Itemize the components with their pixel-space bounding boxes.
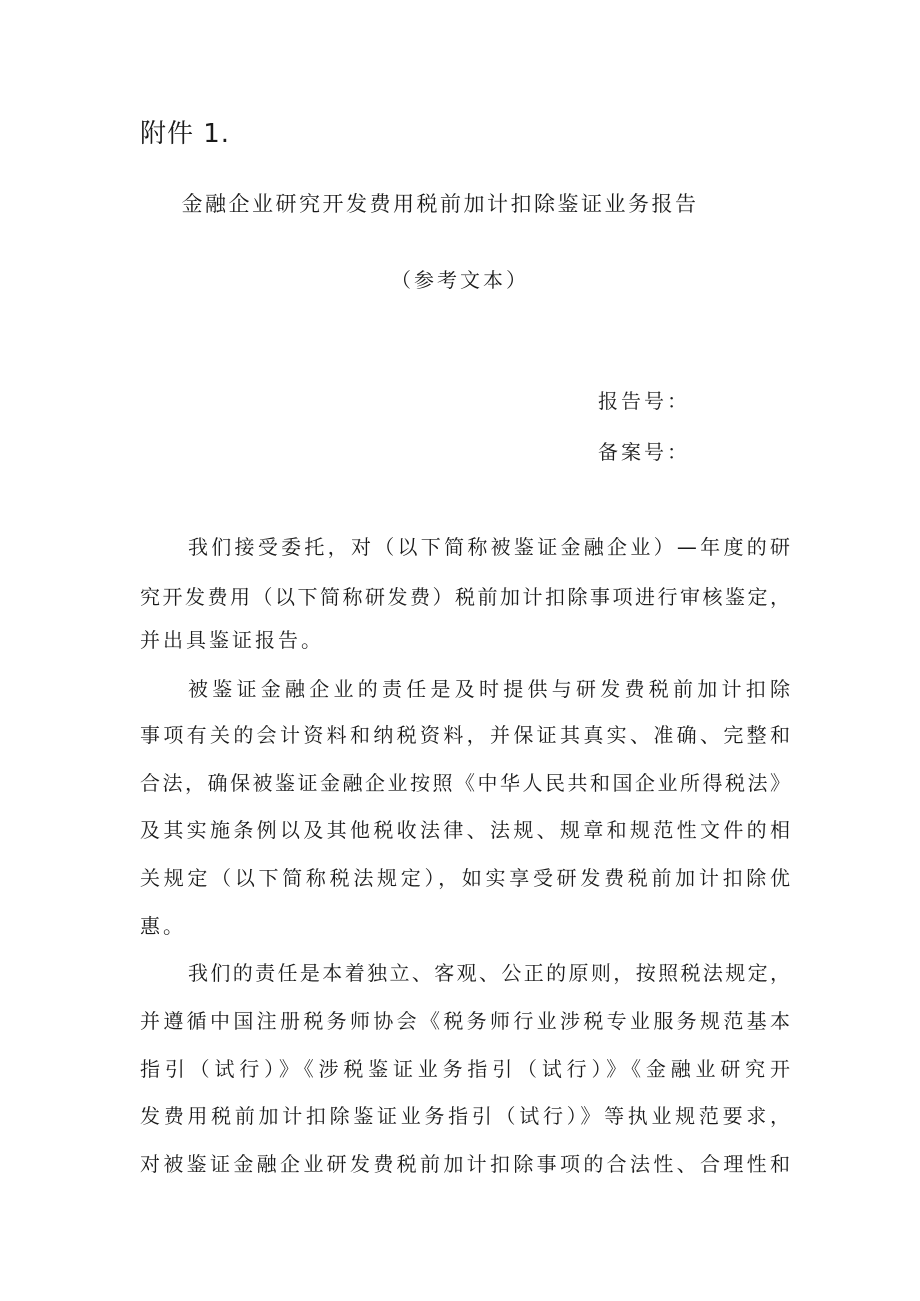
paragraph-2-line-6: 惠。 [140, 914, 186, 938]
record-number-label: 备案号： [598, 440, 690, 464]
paragraph-1-line-2: 究开发费用（以下简称研发费）税前加计扣除事项进行审核鉴定， [140, 585, 790, 609]
paragraph-3-line-2: 并遵循中国注册税务师协会《税务师行业涉税专业服务规范基本 [140, 1009, 790, 1033]
paragraph-2-line-1: 被鉴证金融企业的责任是及时提供与研发费税前加计扣除 [188, 677, 790, 701]
paragraph-2-line-5: 关规定（以下简称税法规定），如实享受研发费税前加计扣除优 [140, 866, 790, 890]
document-title: 金融企业研究开发费用税前加计扣除鉴证业务报告 [181, 192, 699, 216]
paragraph-1-line-3: 并出具鉴证报告。 [140, 628, 324, 652]
paragraph-3-line-5: 对被鉴证金融企业研发费税前加计扣除事项的合法性、合理性和 [140, 1152, 790, 1176]
paragraph-3-line-1: 我们的责任是本着独立、客观、公正的原则，按照税法规定， [188, 961, 790, 985]
paragraph-1-line-1: 我们接受委托，对（以下简称被鉴证金融企业）—年度的研 [188, 535, 790, 559]
paragraph-2-line-2: 事项有关的会计资料和纳税资料，并保证其真实、准确、完整和 [140, 723, 790, 747]
paragraph-2-line-3: 合法，确保被鉴证金融企业按照《中华人民共和国企业所得税法》 [140, 771, 790, 795]
report-number-label: 报告号： [598, 389, 690, 413]
attachment-label: 附件 1. [140, 119, 231, 149]
paragraph-3-line-3: 指引（试行）》《涉税鉴证业务指引（试行）》《金融业研究开 [140, 1057, 790, 1081]
paragraph-2-line-4: 及其实施条例以及其他税收法律、法规、规章和规范性文件的相 [140, 818, 790, 842]
document-subtitle: （参考文本） [391, 268, 529, 292]
paragraph-3-line-4: 发费用税前加计扣除鉴证业务指引（试行）》等执业规范要求， [140, 1104, 790, 1128]
